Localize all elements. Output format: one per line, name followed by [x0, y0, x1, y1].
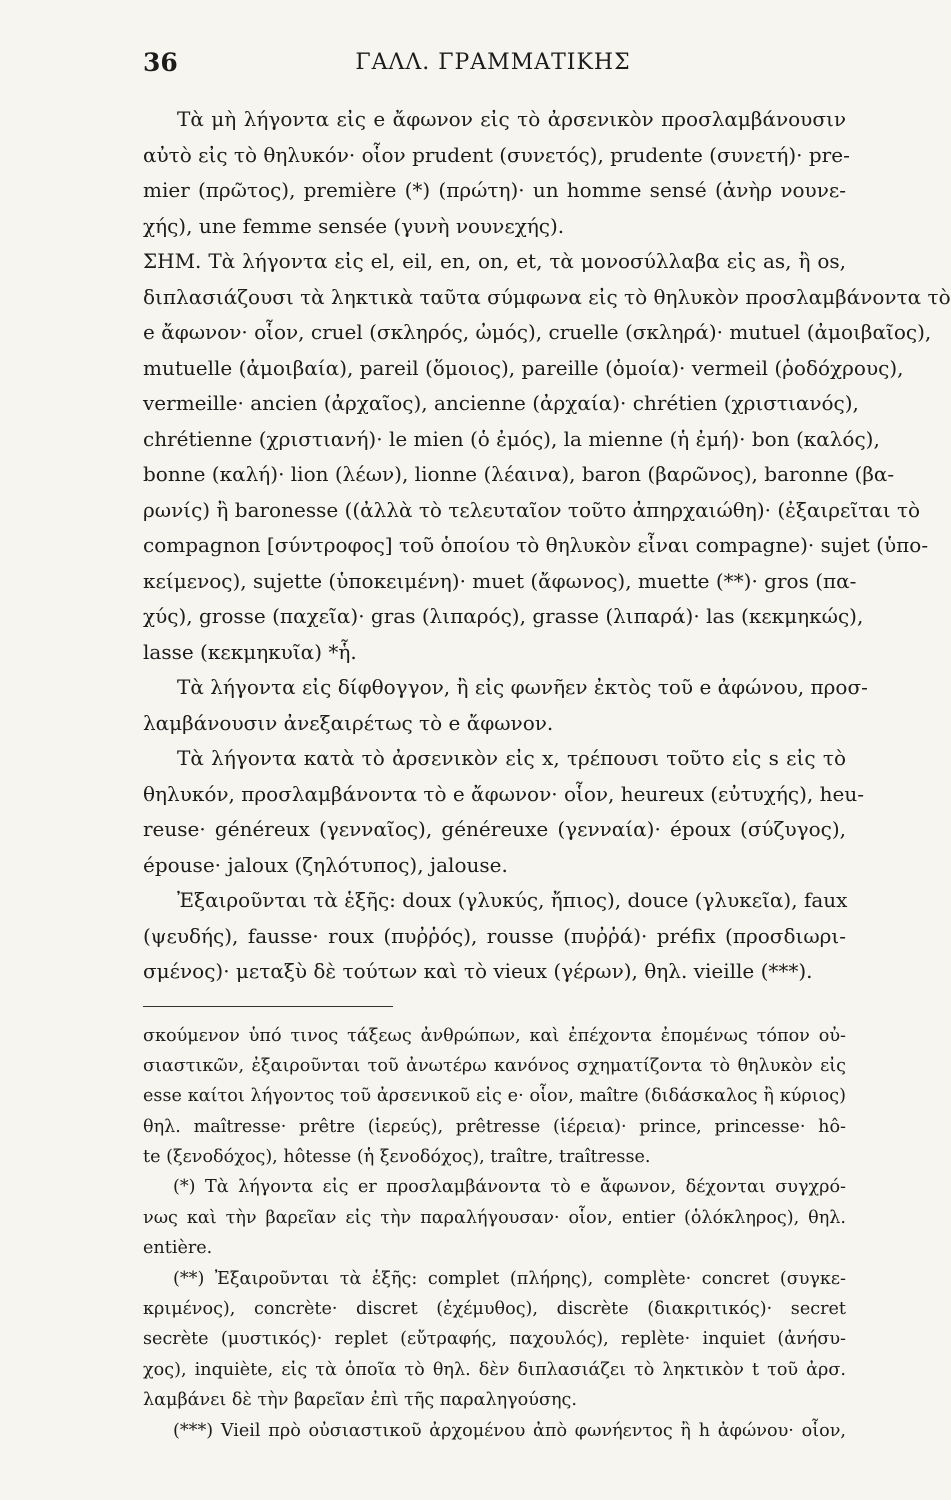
text-line: κείμενος), sujette (ὑποκειμένη)· muet (ἄφωνος), muette (**)· gros (πα-	[143, 568, 857, 593]
text-line: mutuelle (ἀμοιβαία), pareil (ὅμοιος), pareille (ὁμοία)· vermeil (ῥοδόχρους),	[143, 355, 904, 380]
page-header	[143, 44, 843, 84]
footnote-line: esse καίτοι λήγοντος τοῦ ἀρσενικοῦ εἰς e· οἷον, maître (διδάσκαλος ἢ κύριος)	[143, 1086, 846, 1107]
text-line: vermeille· ancien (ἀρχαῖος), ancienne (ἀρχαία)· chrétien (χριστιανός),	[143, 391, 859, 415]
text-line: ρωνίς) ἢ baronesse ((ἀλλὰ τὸ τελευταῖον τοῦτο ἀπηρχαιώθη)· (ἐξαιρεῖται τὸ	[143, 497, 921, 522]
footnote-line: (**) Ἐξαιροῦνται τὰ ἑξῆς: complet (πλήρης), complète· concret (συγκε-	[173, 1268, 846, 1289]
text-line: bonne (καλή)· lion (λέων), lionne (λέαινα), baron (βαρῶνος), baronne (βα-	[143, 462, 895, 486]
text-line: (ψευδής), fausse· roux (πυῤῥός), rousse (πυῤῥά)· préfix (προσδιωρι-	[143, 923, 846, 948]
text-line: reuse· généreux (γενναῖος), généreuxe (γενναία)· époux (σύζυγος),	[143, 817, 846, 841]
footnote-line: entière.	[143, 1238, 213, 1259]
text-line: χύς), grosse (παχεῖα)· gras (λιπαρός), grasse (λιπαρά)· las (κεκμηκώς),	[143, 604, 864, 628]
text-line: e ἄφωνον· οἷον, cruel (σκληρός, ὠμός), cruelle (σκληρά)· mutuel (ἀμοιβαῖος),	[143, 320, 932, 344]
text-line: mier (πρῶτος), première (*) (πρώτη)· un homme sensé (ἀνὴρ νουνε-	[143, 178, 846, 202]
text-line: chrétienne (χριστιανή)· le mien (ὁ ἐμός), la mienne (ἡ ἐμή)· bon (καλός),	[143, 426, 880, 451]
main-text	[143, 102, 951, 990]
footnote-line: (*) Τὰ λήγοντα εἰς er προσλαμβάνοντα τὸ e ἄφωνον, δέχονται συγχρό-	[173, 1177, 846, 1198]
text-line: Τὰ λήγοντα εἰς δίφθογγον, ἢ εἰς φωνῆεν ἐκτὸς τοῦ e ἀφώνου, προσ-	[177, 675, 868, 699]
text-line: Ἐξαιροῦνται τὰ ἑξῆς: doux (γλυκύς, ἤπιος), douce (γλυκεῖα), faux	[177, 888, 848, 912]
text-line: compagnon [σύντροφος] τοῦ ὁποίου τὸ θηλυκὸν εἶναι compagne)· sujet (ὑπο-	[143, 533, 929, 557]
footnote-line: κριμένος), concrète· discret (ἐχέμυθος), discrète (διακριτικός)· secret	[143, 1299, 846, 1320]
footnote-line: λαμβάνει δὲ τὴν βαρεῖαν ἐπὶ τῆς παραληγούσης.	[143, 1390, 577, 1411]
text-line: épouse· jaloux (ζηλότυπος), jalouse.	[143, 852, 508, 877]
text-line: λαμβάνουσιν ἀνεξαιρέτως τὸ e ἄφωνον.	[143, 710, 554, 735]
text-line: θηλυκόν, προσλαμβάνοντα τὸ e ἄφωνον· οἷον, heureux (εὐτυχής), heu-	[143, 781, 864, 806]
footnote-line: σκούμενον ὑπό τινος τάξεως ἀνθρώπων, καὶ ἐπέχοντα ἐπομένως τόπον οὐ-	[143, 1025, 846, 1046]
footnote-line: te (ξενοδόχος), hôtesse (ἡ ξενοδόχος), traître, traîtresse.	[143, 1147, 651, 1168]
text-line: lasse (κεκμηκυῖα) *ἧ.	[143, 639, 357, 664]
running-title: ΓΑΛΛ. ΓΡΑΜΜΑΤΙΚΗΣ	[355, 50, 631, 75]
footnote-line: νως καὶ τὴν βαρεῖαν εἰς τὴν παραλήγουσαν· οἷον, entier (ὁλόκληρος), θηλ.	[143, 1207, 846, 1228]
text-line: αὐτὸ εἰς τὸ θηλυκόν· οἷον prudent (συνετός), prudente (συνετή)· pre-	[143, 142, 850, 167]
footnote-line: θηλ. maîtresse· prêtre (ἱερεύς), prêtresse (ἱέρεια)· prince, princesse· hô-	[143, 1116, 846, 1137]
text-line: διπλασιάζουσι τὰ ληκτικὰ ταῦτα σύμφωνα εἰς τὸ θηλυκὸν προσλαμβάνοντα τὸ	[143, 284, 951, 309]
text-line: σμένος)· μεταξὺ δὲ τούτων καὶ τὸ vieux (γέρων), θηλ. vieille (***).	[143, 959, 813, 983]
footnote-line: (***) Vieil πρὸ οὐσιαστικοῦ ἀρχομένου ἀπὸ φωνήεντος ἢ h ἀφώνου· οἷον,	[173, 1420, 846, 1441]
page-number: 36	[143, 48, 178, 77]
page-body	[143, 102, 951, 1446]
footnote-line: secrète (μυστικός)· replet (εὔτραφής, παχουλός), replète· inquiet (ἀνήσυ-	[143, 1329, 846, 1350]
footnote-separator	[143, 1006, 393, 1007]
text-line: χής), une femme sensée (γυνὴ νουνεχής).	[143, 213, 565, 238]
text-line: Τὰ λήγοντα κατὰ τὸ ἀρσενικὸν εἰς x, τρέπουσι τοῦτο εἰς s εἰς τὸ	[177, 746, 846, 770]
text-line: Τὰ μὴ λήγοντα εἰς e ἄφωνον εἰς τὸ ἀρσενικὸν προσλαμβάνουσιν	[177, 107, 846, 131]
footnotes	[143, 1021, 846, 1446]
footnote-line: σιαστικῶν, ἐξαιροῦνται τοῦ ἀνωτέρω κανόνος σχηματίζοντα τὸ θηλυκὸν εἰς	[143, 1055, 846, 1076]
footnote-line: χος), inquiète, εἰς τὰ ὁποῖα τὸ θηλ. δὲν διπλασιάζει τὸ ληκτικὸν t τοῦ ἀρσ.	[143, 1359, 846, 1380]
text-line: ΣΗΜ. Τὰ λήγοντα εἰς el, eil, en, on, et, τὰ μονοσύλλαβα εἰς as, ἢ os,	[143, 249, 846, 273]
